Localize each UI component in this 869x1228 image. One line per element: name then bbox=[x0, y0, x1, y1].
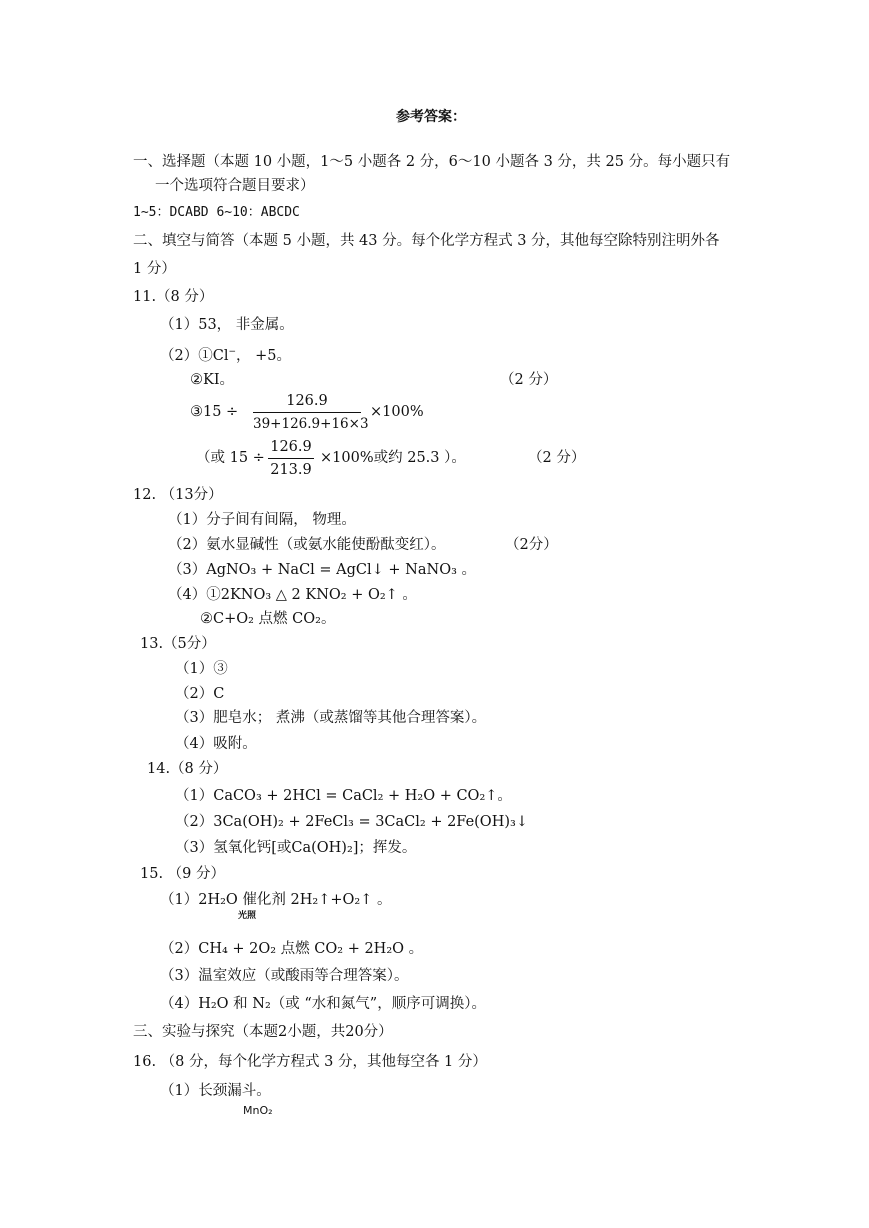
q12-answer-1: （1）分子间有间隔， 物理。 bbox=[168, 512, 356, 528]
fraction-1-numerator: 126.9 bbox=[286, 393, 328, 409]
q16-answer-1: （1）长颈漏斗。 bbox=[160, 1083, 271, 1099]
q11-answer-2-2: ②KI。 bbox=[190, 372, 235, 388]
fraction-2-denominator: 213.9 bbox=[270, 462, 312, 478]
section1-instructions-cont: 一个选项符合题目要求） bbox=[155, 178, 315, 194]
q12-answer-2: （2）氨水显碱性（或氨水能使酚酞变红）。 bbox=[168, 537, 446, 553]
q12-answer-4-1: （4）①2KNO₃ △ 2 KNO₂ + O₂↑ 。 bbox=[168, 587, 417, 603]
section2-instructions: 二、填空与简答（本题 5 小题，共 43 分。每个化学方程式 3 分，其他每空除特别注明外各 bbox=[133, 233, 720, 249]
q11-alt-prefix: （或 15 ÷ bbox=[196, 450, 265, 466]
q14-answer-1: （1）CaCO₃ + 2HCl = CaCl₂ + H₂O + CO₂↑。 bbox=[175, 788, 512, 804]
q11-alt-suffix: ×100%或约 25.3 ）。 bbox=[320, 450, 466, 466]
q11-answer-2-2-score: （2 分） bbox=[500, 372, 558, 388]
q15-heading: 15. （9 分） bbox=[140, 866, 226, 882]
mno2-catalyst-label: MnO₂ bbox=[243, 1104, 273, 1117]
minus-sign: − bbox=[228, 347, 237, 357]
q14-answer-3: （3）氢氧化钙[或Ca(OH)₂]；挥发。 bbox=[175, 840, 417, 856]
fraction-2 bbox=[268, 438, 314, 479]
fraction-1-bar bbox=[253, 412, 361, 413]
q13-answer-2: （2）C bbox=[175, 686, 225, 702]
q15-answer-1: （1）2H₂O 催化剂 2H₂↑+O₂↑ 。 bbox=[160, 892, 392, 908]
light-condition-label: 光照 bbox=[238, 911, 257, 921]
fraction-1-suffix: ×100% bbox=[370, 404, 424, 420]
fraction-2-numerator: 126.9 bbox=[270, 439, 312, 455]
q12-answer-2-score: （2分） bbox=[505, 537, 558, 553]
page-title: 参考答案： bbox=[396, 109, 466, 125]
q11-answer-2-suffix: ， +5。 bbox=[236, 348, 291, 364]
q13-heading: 13.（5分） bbox=[140, 636, 216, 652]
q12-heading: 12. （13分） bbox=[133, 487, 223, 503]
q15-answer-2: （2）CH₄ + 2O₂ 点燃 CO₂ + 2H₂O 。 bbox=[160, 941, 424, 957]
fraction-1-denominator: 39+126.9+16×3 bbox=[253, 416, 369, 432]
q11-alt-score: （2 分） bbox=[528, 450, 586, 466]
section3-instructions: 三、实验与探究（本题2小题，共20分） bbox=[133, 1024, 393, 1040]
q15-answer-4: （4）H₂O 和 N₂（或 “水和氮气”，顺序可调换）。 bbox=[160, 996, 486, 1012]
q11-answer-1: （1）53， 非金属。 bbox=[160, 317, 294, 333]
fraction-1 bbox=[253, 392, 369, 433]
q11-answer-2-prefix: （2）①Cl bbox=[160, 348, 229, 364]
section1-instructions: 一、选择题（本题 10 小题，1～5 小题各 2 分，6～10 小题各 3 分，共 25 分。每小题只有 bbox=[133, 154, 731, 170]
q13-answer-4: （4）吸附。 bbox=[175, 736, 257, 752]
q12-answer-3: （3）AgNO₃ + NaCl = AgCl↓ + NaNO₃ 。 bbox=[168, 562, 476, 578]
q11-answer-2 bbox=[160, 343, 291, 365]
q16-heading: 16. （8 分，每个化学方程式 3 分，其他每空各 1 分） bbox=[133, 1054, 487, 1070]
q13-answer-3: （3）肥皂水； 煮沸（或蒸馏等其他合理答案）。 bbox=[175, 710, 487, 726]
q14-heading: 14.（8 分） bbox=[147, 761, 228, 777]
q15-answer-3: （3）温室效应（或酸雨等合理答案）。 bbox=[160, 968, 409, 984]
q11-heading: 11.（8 分） bbox=[133, 289, 214, 305]
q12-answer-4-2: ②C+O₂ 点燃 CO₂。 bbox=[200, 611, 336, 627]
q11-answer-2-3-prefix: ③15 ÷ bbox=[190, 404, 239, 420]
q13-answer-1: （1）③ bbox=[175, 661, 228, 677]
q14-answer-2: （2）3Ca(OH)₂ + 2FeCl₃ = 3CaCl₂ + 2Fe(OH)₃↓ bbox=[175, 814, 528, 830]
section2-instructions-cont: 1 分） bbox=[133, 261, 176, 277]
choice-answers: 1~5：DCABD 6~10：ABCDC bbox=[133, 205, 300, 220]
fraction-2-bar bbox=[268, 458, 314, 459]
